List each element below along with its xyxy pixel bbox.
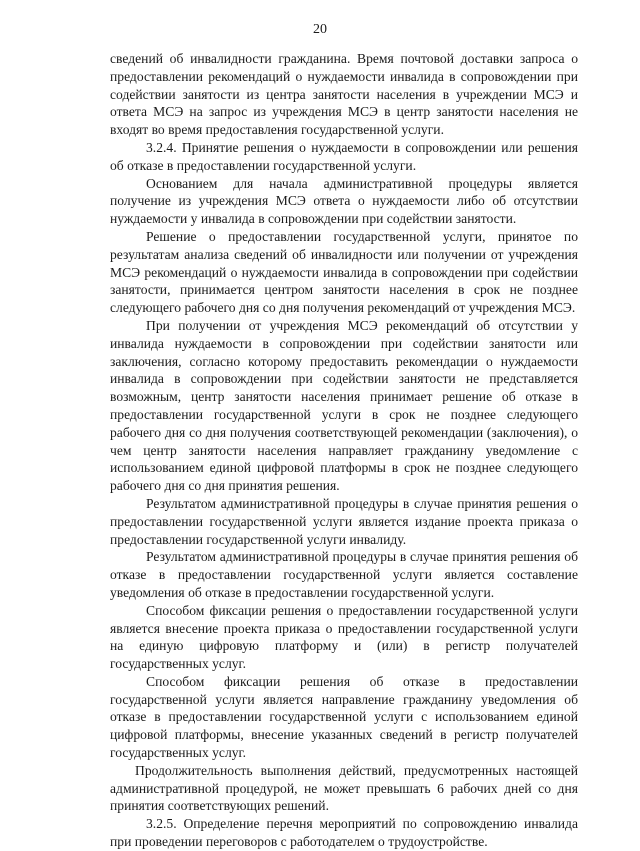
paragraph-decision: Решение о предоставлении государственной услуги, принятое по результатам анализа сведений об инвалидности или получении от учреждения МСЭ рекомендаций о нуждаемости инвалида в сопровождении при содействии занятости, принимается центром занятости населения в срок не позднее следующего рабочего дня со дня получения рекомендаций от учреждения МСЭ. [110, 228, 578, 316]
paragraph-basis: Основанием для начала административной процедуры является получение из учреждения МСЭ ответа о нуждаемости либо об отсутствии нуждаемости у инвалида в сопровождении при содействии занятости. [110, 175, 578, 227]
paragraph-continuation: сведений об инвалидности гражданина. Время почтовой доставки запроса о предоставлении рекомендаций о нуждаемости инвалида в сопровождении при содействии занятости из центра занятости населения в учреждении МСЭ и ответа МСЭ на запрос из учреждения МСЭ в центр занятости населения не входят во время предоставления государственной услуги. [110, 51, 578, 138]
paragraph-fixation-provision: Способом фиксации решения о предоставлении государственной услуги является внесение проекта приказа о предоставлении государственной услуги на единую цифровую платформу и (или) в регистр получателей государственных услуг. [110, 602, 578, 672]
paragraph-fixation-refusal: Способом фиксации решения об отказе в предоставлении государственной услуги является направление гражданину уведомления об отказе в предоставлении государственной услуги с использованием единой цифровой платформы, внесение указанных сведений в регистр получателей государственных услуг. [110, 673, 578, 761]
paragraph-refusal: При получении от учреждения МСЭ рекомендаций об отсутствии у инвалида нуждаемости в сопровождении при содействии занятости или заключения, согласно которому предоставить рекомендации о нуждаемости инвалида в сопровождении при содействии занятости не представляется возможным, центр занятости населения принимает решение об отказе в предоставлении государственной услуги в срок не позднее следующего рабочего дня со дня получения соответствующей рекомендации (заключения), о чем центр занятости населения направляет гражданину уведомление с использованием единой цифровой платформы в срок не позднее следующего рабочего дня со дня принятия решения. [110, 317, 578, 494]
page-number: 20 [313, 22, 327, 37]
paragraph-result-refusal: Результатом административной процедуры в случае принятия решения об отказе в предоставлении государственной услуги является составление уведомления об отказе в предоставлении государственной услуги. [110, 549, 578, 600]
document-body [110, 50, 578, 851]
section-heading-3-2-5: 3.2.5. Определение перечня мероприятий по сопровождению инвалида при проведении переговоров с работодателем о трудоустройстве. [110, 816, 578, 850]
paragraph-result-provision: Результатом административной процедуры в случае принятия решения о предоставлении государственной услуги является издание проекта приказа о предоставлении государственной услуги инвалиду. [110, 495, 578, 547]
paragraph-duration: Продолжительность выполнения действий, предусмотренных настоящей административной процедурой, не может превышать 6 рабочих дней со дня принятия соответствующих решений. [110, 762, 578, 814]
section-heading-3-2-4: 3.2.4. Принятие решения о нуждаемости в сопровождении или решения об отказе в предоставлении государственной услуги. [110, 139, 578, 173]
